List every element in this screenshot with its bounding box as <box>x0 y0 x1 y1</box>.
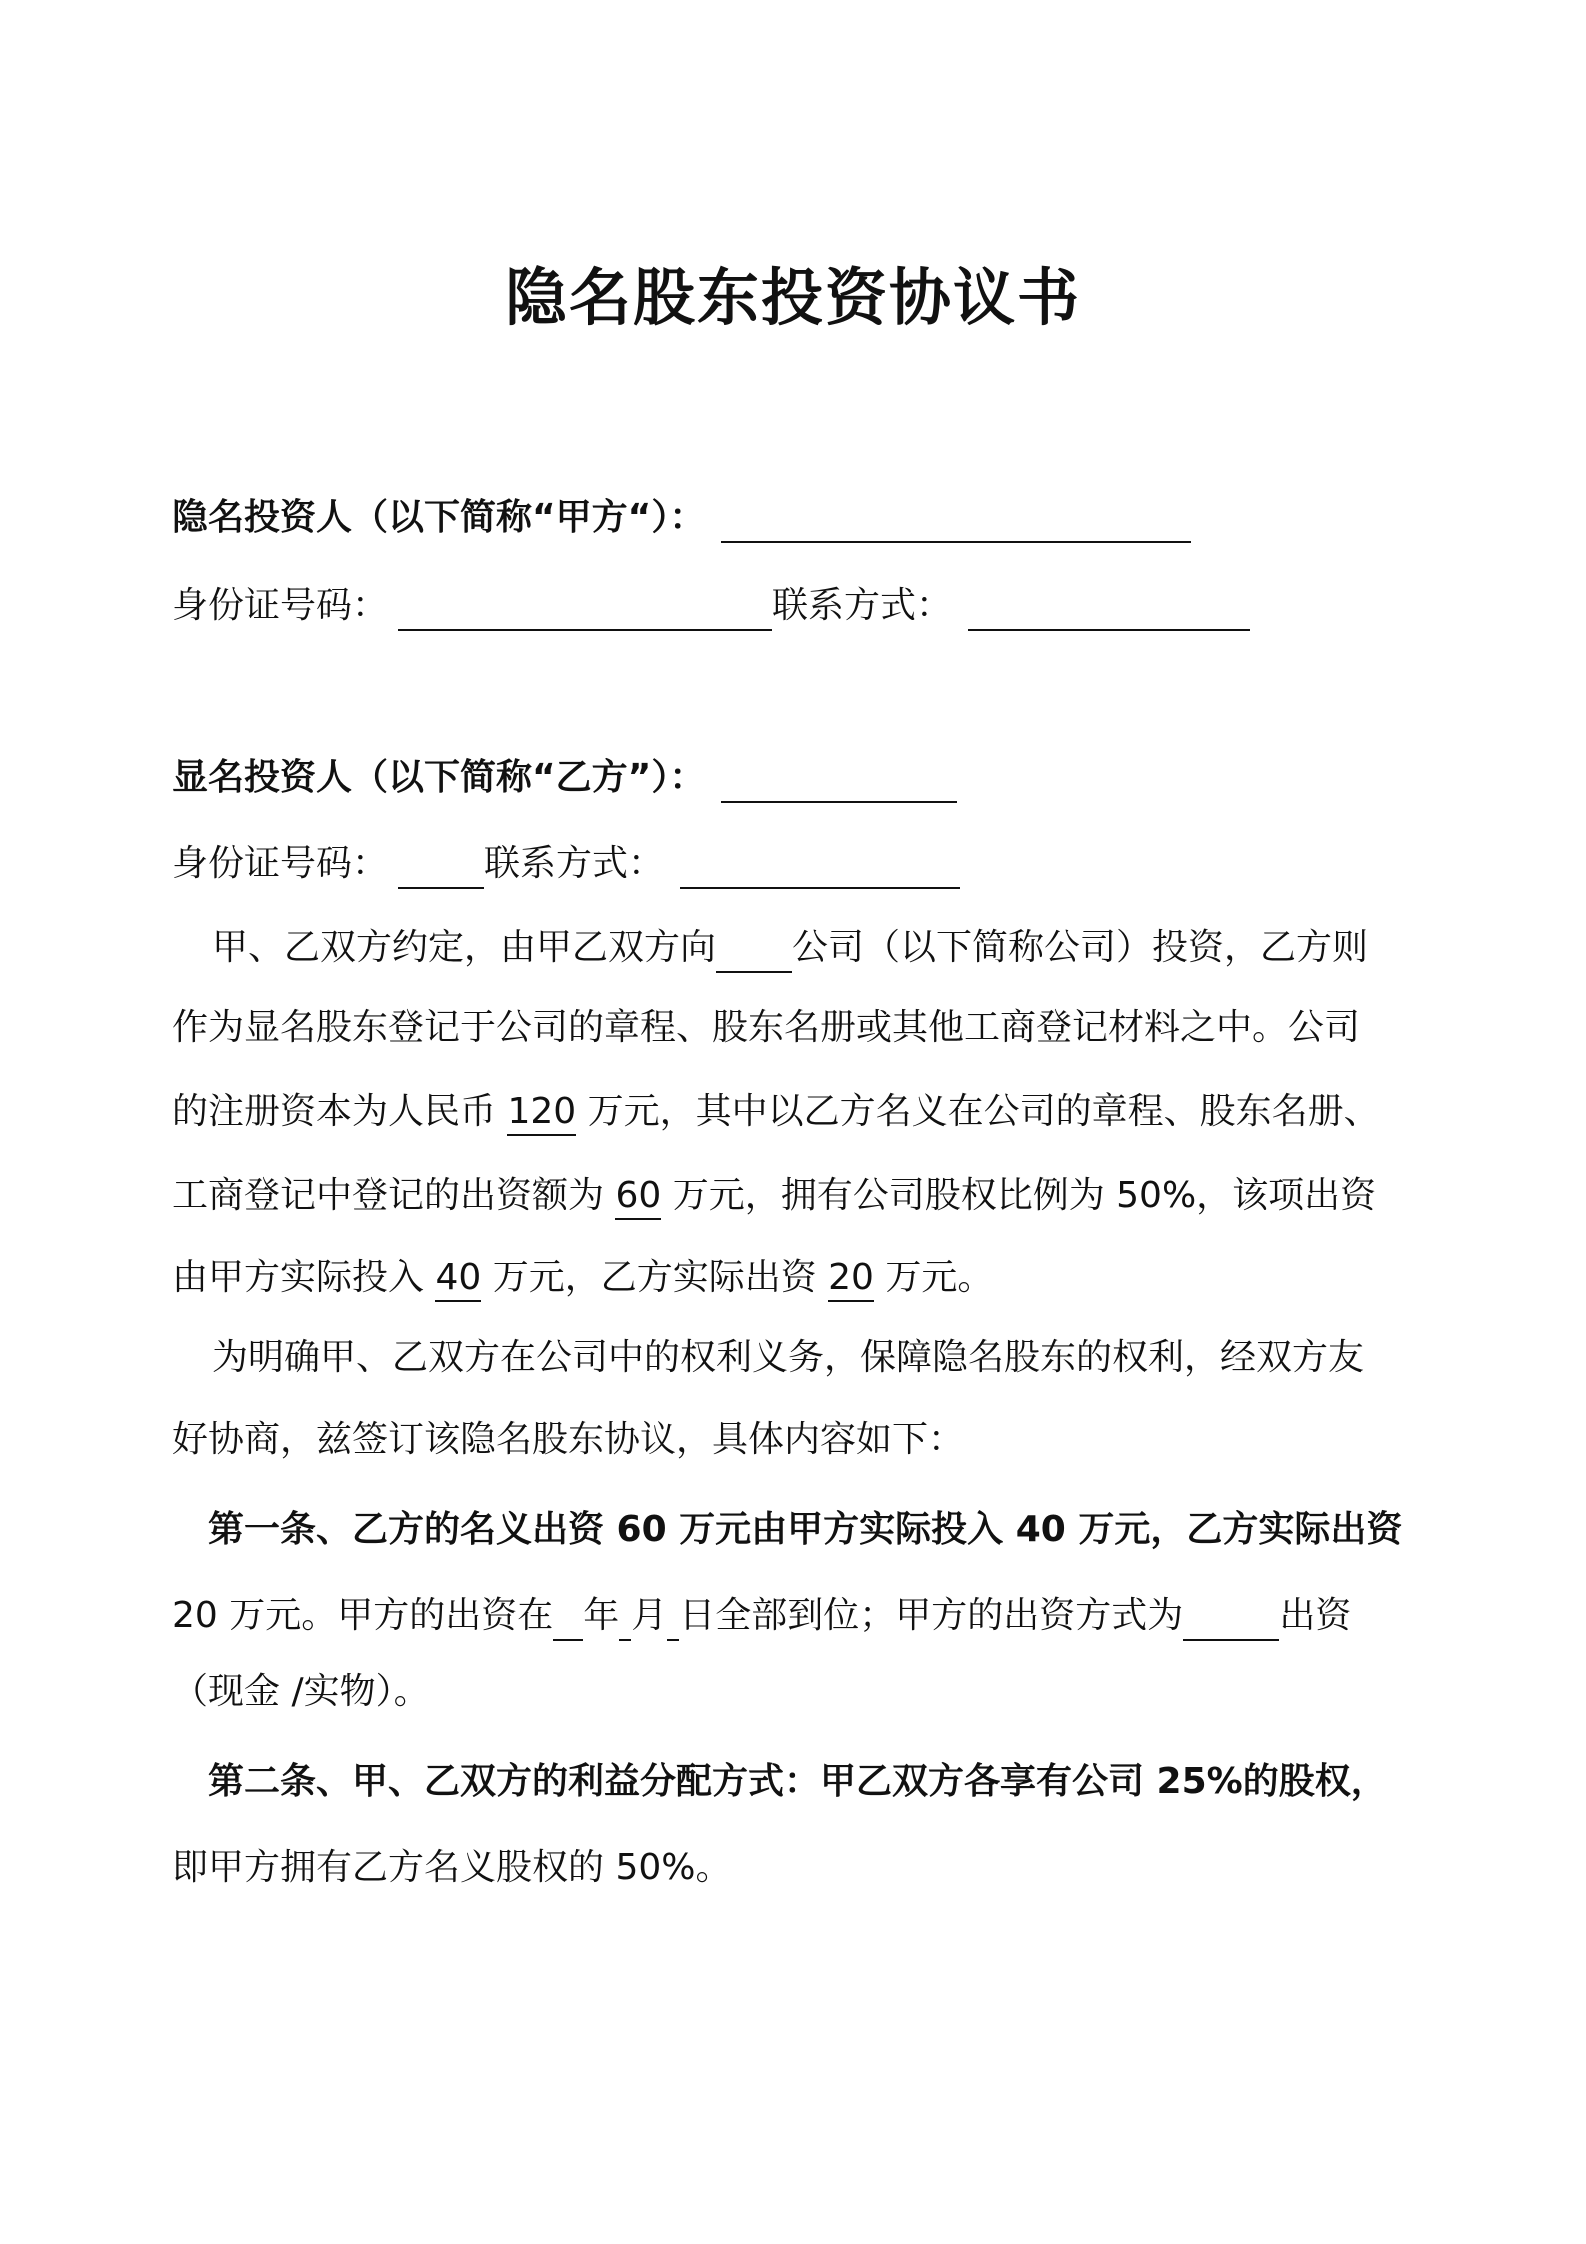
party-a-label: 隐名投资人（以下简称“甲方“）： <box>172 497 706 538</box>
article-2-text: 第二条、甲、乙双方的利益分配方式：甲乙双方各享有公司 25%的股权， <box>208 1761 1387 1802</box>
p1-text: 万元，乙方实际出资 <box>481 1257 829 1298</box>
article-1-text: 日全部到位；甲方的出资方式为 <box>679 1595 1184 1636</box>
party-a-id-label: 身份证号码： <box>172 585 389 626</box>
registered-contribution-value: 60 <box>615 1175 661 1220</box>
article-1-text: 出资 <box>1279 1595 1352 1636</box>
p1-text: 工商登记中登记的出资额为 <box>172 1175 616 1216</box>
paragraph-1-line-3 <box>172 1090 1412 1133</box>
article-1-text: 第一条、乙方的名义出资 60 万元由甲方实际投入 40 万元，乙方实际出资 <box>208 1509 1403 1550</box>
article-1-line-3 <box>172 1670 1412 1713</box>
party-b-name-blank[interactable] <box>721 765 957 803</box>
p1-text: 的注册资本为人民币 <box>172 1091 508 1132</box>
party-a-name-blank[interactable] <box>721 505 1191 543</box>
article-1-line-1 <box>172 1508 1412 1551</box>
p1-text: 公司（以下简称公司）投资，乙方则 <box>792 927 1369 968</box>
registered-capital-value: 120 <box>507 1091 576 1136</box>
paragraph-1-line-4 <box>172 1174 1412 1217</box>
party-a-id-blank[interactable] <box>398 593 772 631</box>
party-b-label: 显名投资人（以下简称“乙方”）： <box>172 757 706 798</box>
p1-text: 由甲方实际投入 <box>172 1257 436 1298</box>
article-2-line-2 <box>172 1846 1412 1889</box>
party-a-id-line <box>172 584 1412 631</box>
p1-text: 万元，其中以乙方名义在公司的章程、股东名册、 <box>576 1091 1380 1132</box>
article-2-text: 即甲方拥有乙方名义股权的 50%。 <box>172 1847 732 1888</box>
party-b-investment-value: 20 <box>828 1257 874 1302</box>
p1-text: 万元，拥有公司股权比例为 50%，该项出资 <box>661 1175 1377 1216</box>
p2-text: 好协商，兹签订该隐名股东协议，具体内容如下： <box>172 1419 965 1460</box>
p1-text: 作为显名股东登记于公司的章程、股东名册或其他工商登记材料之中。公司 <box>172 1007 1361 1048</box>
year-label: 年 <box>583 1595 620 1636</box>
year-blank[interactable] <box>553 1603 583 1641</box>
investment-method-blank[interactable] <box>1183 1603 1279 1641</box>
p1-text: 甲、乙双方约定，由甲乙双方向 <box>212 927 717 968</box>
party-b-contact-label: 联系方式： <box>484 843 665 884</box>
party-a-contact-blank[interactable] <box>968 593 1250 631</box>
month-label: 月 <box>631 1595 668 1636</box>
document-title: 隐名股东投资协议书 <box>504 261 1081 334</box>
month-blank-gap[interactable] <box>619 1603 631 1641</box>
paragraph-1-line-2 <box>172 1006 1412 1049</box>
paragraph-1-line-1 <box>172 926 1412 973</box>
paragraph-2-line-1 <box>172 1336 1412 1379</box>
party-b-line <box>172 756 1412 803</box>
paragraph-1-line-5 <box>172 1256 1412 1299</box>
paragraph-2-line-2 <box>172 1418 1412 1461</box>
party-b-id-line <box>172 842 1412 889</box>
party-b-id-blank[interactable] <box>398 851 484 889</box>
article-1-text: 20 万元。甲方的出资在 <box>172 1595 554 1636</box>
article-1-line-2 <box>172 1594 1412 1641</box>
party-b-contact-blank[interactable] <box>680 851 960 889</box>
p2-text: 为明确甲、乙双方在公司中的权利义务，保障隐名股东的权利，经双方友 <box>212 1337 1365 1378</box>
article-2-line-1 <box>172 1760 1412 1803</box>
company-name-blank[interactable] <box>716 935 792 973</box>
party-a-line <box>172 496 1412 543</box>
day-blank[interactable] <box>667 1603 679 1641</box>
party-a-contact-label: 联系方式： <box>772 585 953 626</box>
article-1-text: （现金 /实物）。 <box>172 1671 430 1712</box>
p1-text: 万元。 <box>873 1257 994 1298</box>
party-b-id-label: 身份证号码： <box>172 843 389 884</box>
party-a-investment-value: 40 <box>435 1257 481 1302</box>
